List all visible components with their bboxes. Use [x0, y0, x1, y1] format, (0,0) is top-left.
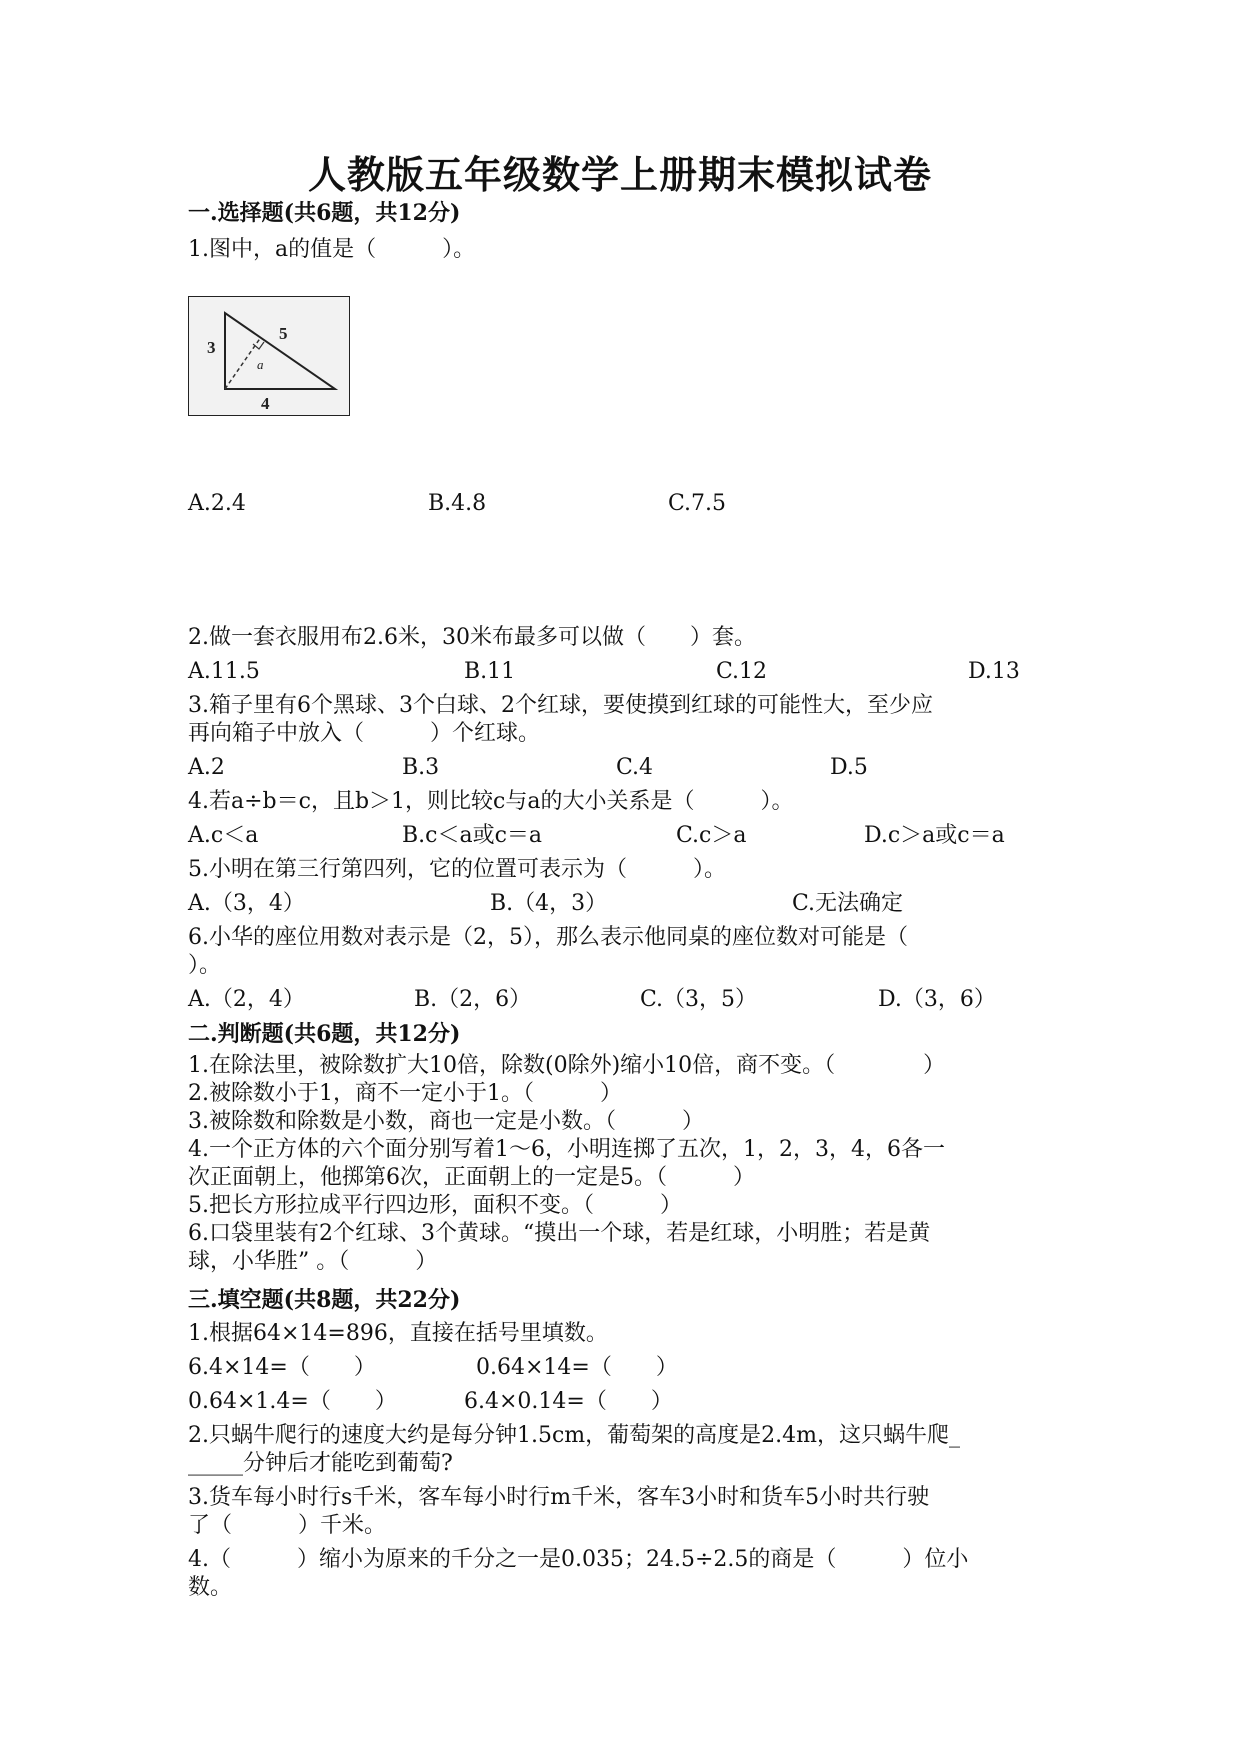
fill-item: 6.4×14=（ ） [188, 1355, 376, 1380]
section-heading-choice: 一.选择题(共6题，共12分) [188, 200, 461, 226]
option: D.c＞a或c＝a [864, 823, 1005, 848]
question-text: 次正面朝上，他掷第6次，正面朝上的一定是5。（ ） [188, 1165, 755, 1190]
page-title: 人教版五年级数学上册期末模拟试卷 [307, 152, 932, 197]
label-alt: a [257, 357, 264, 372]
label-bottom: 4 [261, 394, 270, 413]
option: C.c＞a [676, 823, 747, 848]
fill-item: 6.4×0.14=（ ） [464, 1389, 673, 1414]
option: A.2.4 [188, 491, 246, 516]
option: A.（3，4） [188, 891, 305, 916]
question-text: 3.货车每小时行s千米，客车每小时行m千米，客车3小时和货车5小时共行驶 [188, 1485, 930, 1510]
question-text: 4.若a÷b＝c，且b＞1，则比较c与a的大小关系是（ ）。 [188, 789, 794, 814]
question-text: _____分钟后才能吃到葡萄? [188, 1451, 453, 1476]
fill-item: 0.64×14=（ ） [476, 1355, 678, 1380]
question-text: 3.被除数和除数是小数，商也一定是小数。（ ） [188, 1109, 704, 1134]
question-text: 5.把长方形拉成平行四边形，面积不变。（ ） [188, 1193, 682, 1218]
question-text: 4.（ ）缩小为原来的千分之一是0.035；24.5÷2.5的商是（ ）位小 [188, 1547, 969, 1572]
question-text: 6.小华的座位用数对表示是（2，5），那么表示他同桌的座位数对可能是（ [188, 925, 908, 950]
option: D.5 [830, 755, 868, 780]
option: B.11 [464, 659, 516, 684]
question-text: 再向箱子中放入（ ）个红球。 [188, 721, 541, 746]
question-text: 2.只蜗牛爬行的速度大约是每分钟1.5cm，葡萄架的高度是2.4m，这只蜗牛爬_ [188, 1423, 961, 1448]
option: D.（3，6） [878, 987, 996, 1012]
option: B.4.8 [428, 491, 487, 516]
option: B.（2，6） [414, 987, 532, 1012]
option: A.11.5 [188, 659, 260, 684]
option: A.（2，4） [188, 987, 305, 1012]
option: C.7.5 [668, 491, 727, 516]
option: A.c＜a [188, 823, 259, 848]
section-heading-fill: 三.填空题(共8题，共22分) [188, 1287, 461, 1313]
option: C.（3，5） [640, 987, 758, 1012]
triangle-icon [189, 297, 349, 415]
label-hyp: 5 [279, 324, 288, 343]
question-text: 5.小明在第三行第四列，它的位置可表示为（ ）。 [188, 857, 726, 882]
question-text: 2.被除数小于1，商不一定小于1。（ ） [188, 1081, 622, 1106]
fill-item: 0.64×1.4=（ ） [188, 1389, 397, 1414]
question-text: 数。 [188, 1575, 233, 1600]
question-text: 4.一个正方体的六个面分别写着1～6，小明连掷了五次，1，2，3，4，6各一 [188, 1137, 945, 1162]
question-text: 1.在除法里，被除数扩大10倍，除数(0除外)缩小10倍，商不变。（ ） [188, 1053, 946, 1078]
section-heading-judge: 二.判断题(共6题，共12分) [188, 1021, 461, 1047]
question-text: 2.做一套衣服用布2.6米，30米布最多可以做（ ）套。 [188, 625, 756, 650]
option: C.4 [616, 755, 654, 780]
triangle-figure [188, 296, 350, 416]
option: C.12 [716, 659, 768, 684]
option: B.3 [402, 755, 440, 780]
question-text: 6.口袋里装有2个红球、3个黄球。“摸出一个球，若是红球，小明胜；若是黄 [188, 1221, 931, 1246]
question-text: 1.根据64×14=896，直接在括号里填数。 [188, 1321, 608, 1346]
question-text: 球，小华胜” 。（ ） [188, 1249, 438, 1274]
option: B.c＜a或c＝a [402, 823, 543, 848]
question-text: 了（ ）千米。 [188, 1513, 387, 1538]
option: C.无法确定 [792, 891, 904, 916]
option: D.13 [968, 659, 1020, 684]
question-text: 3.箱子里有6个黑球、3个白球、2个红球，要使摸到红球的可能性大，至少应 [188, 693, 933, 718]
question-text: 1.图中，a的值是（ ）。 [188, 237, 476, 262]
option: B.（4，3） [490, 891, 608, 916]
option: A.2 [188, 755, 225, 780]
question-text: ）。 [188, 953, 222, 978]
label-left: 3 [207, 338, 216, 357]
